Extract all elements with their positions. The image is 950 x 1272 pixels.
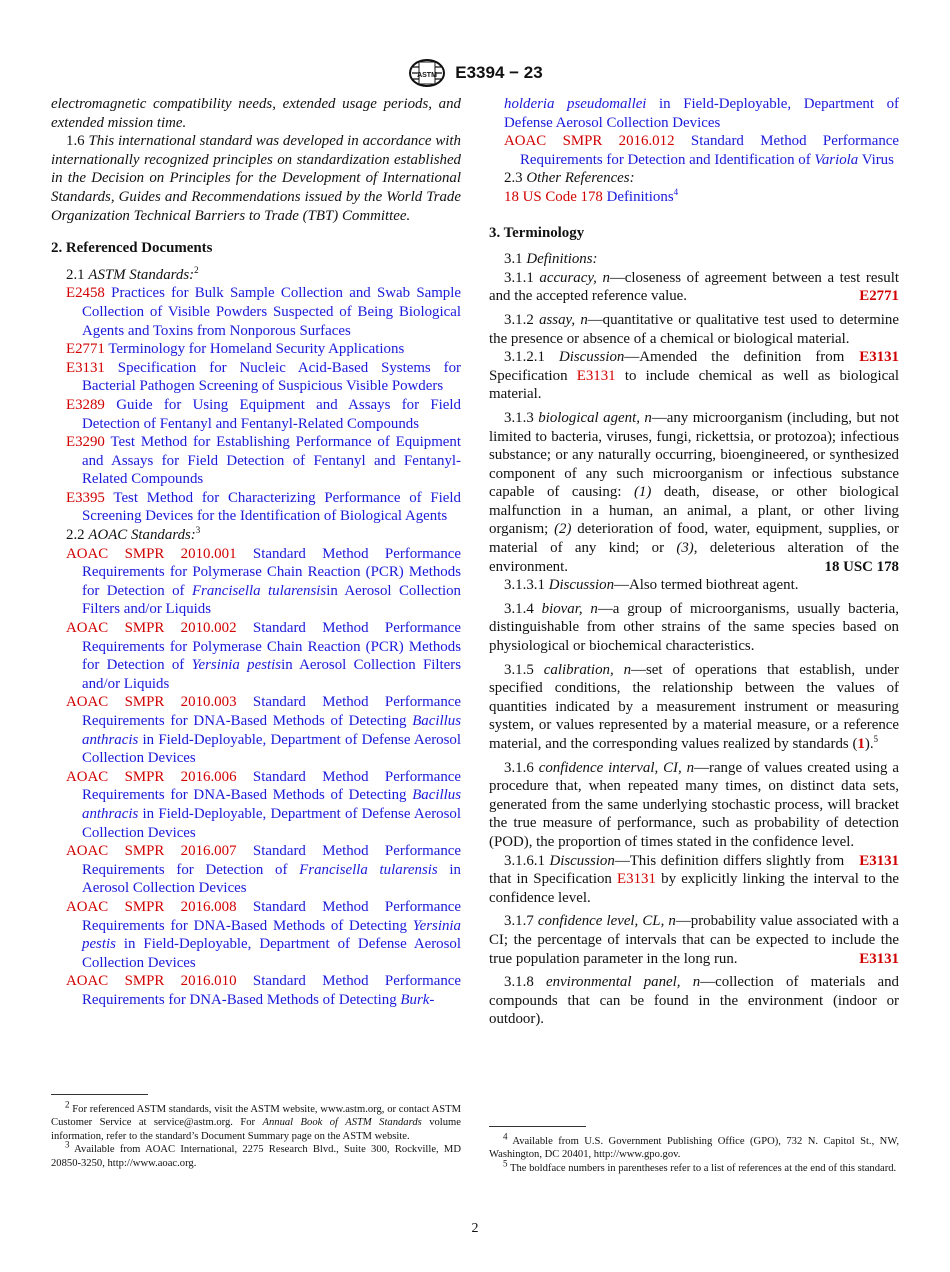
footnote-3: $^3$ Available from AOAC International, 2275 Research Blvd., Suite 300, Rockville, MD 20850-3250, http://www.aoac.org. [51,1139,461,1169]
term-confidence-level: 3.1.7 confidence level, CL, n—probability value associated with a CI; the percentage of intervals that can be expected to include the true population parameter in the long run. E3131 [489,913,899,967]
term-confidence-interval: 3.1.6 confidence interval, CI, n—range of values created using a procedure that, when repeated many times, on distinct data sets, generated from the same underlying stochastic process, will bracket the true measure of performance, such as probability of detection (POD), the proportion of times stated in the confidence level. E3131 [489,759,899,869]
reference-item[interactable]: AOAC SMPR 2016.006 Standard Method Performance Requirements for DNA-Based Methods of Detecting Bacillus anthracis in Field-Deployable, Department of Defense Aerosol Collection Devices [66,768,461,841]
footnote-2: $^2$ For referenced ASTM standards, visit the ASTM website, www.astm.org, or contact ASTM Customer Service at service@astm.org. For Annual Book of ASTM Standards volume information, refer to the standard’s Document Summary page on the ASTM website. [51,1099,461,1142]
reference-item[interactable]: AOAC SMPR 2016.010 Standard Method Performance Requirements for DNA-Based Methods of Detecting Burk- [66,973,461,1008]
footnote-5: $^5$ The boldface numbers in parentheses refer to a list of references at the end of this standard. [503,1158,897,1174]
discussion-3-1-2-1: 3.1.2.1 Discussion—Amended the definition from Specification E3131 to include chemical as well as biological material. [489,349,899,403]
astm-logo-icon [407,56,447,90]
paragraph-1-6: 1.6 This international standard was developed in accordance with internationally recognized principles on standardization established in the Decision on Principles for the Development of International Standards, Guides and Recommendations issued by the World Trade Organization Technical Barriers to Trade (TBT) Committee. [51,133,461,224]
term-calibration: 3.1.5 calibration, n—set of operations that establish, under specified conditions, the relationship between the values of quantities indicated by a measurement instrument or measuring system, or values represented by a material measure, or a reference material, and the corresponding values realized by standards (1).$^5$ [489,661,899,752]
inline-reference[interactable]: E3131 [576,367,616,384]
term-biovar: 3.1.4 biovar, n—a group of microorganisms, usually bacteria, distinguishable from other strains of the same species based on physiological or biochemical characteristics. [489,600,899,655]
term-citation[interactable]: E2771 [859,288,899,305]
reference-item[interactable]: E2771 Terminology for Homeland Security Applications [66,341,405,358]
page-number: 2 [471,1221,479,1236]
term-assay: 3.1.2 assay, n—quantitative or qualitative test used to determine the presence or absence of a chemical or biological material. E3131 [489,311,899,366]
reference-item[interactable]: AOAC SMPR 2016.008 Standard Method Performance Requirements for DNA-Based Methods of Detecting Yersinia pestis in Field-Deployable, Department of Defense Aerosol Collection Devices [66,898,461,971]
reference-item[interactable]: AOAC SMPR 2010.002 Standard Method Performance Requirements for Polymerase Chain Reaction (PCR) Methods for Detection of Yersinia pestisin Aerosol Collection Filters and/or Liquids [66,620,462,692]
term-citation[interactable]: E3131 [859,852,899,869]
subsection-2-3: 2.3 Other References: [504,170,635,187]
reference-item[interactable]: AOAC SMPR 2010.001 Standard Method Performance Requirements for Polymerase Chain Reaction (PCR) Methods for Detection of Francisella tularensisin Aerosol Collection Filters and/or Liquids [66,545,461,618]
footnote-4: $^4$ Available from U.S. Government Publishing Office (GPO), 732 N. Capitol St., NW, Washington, DC 20401, http://www.gpo.gov. [489,1131,899,1161]
right-column [489,95,899,1029]
paragraph-1-5-continued: electromagnetic compatibility needs, extended usage periods, and extended mission time. [51,96,461,131]
reference-item[interactable]: AOAC SMPR 2010.003 Standard Method Performance Requirements for DNA-Based Methods of Detecting Bacillus anthracis in Field-Deployable, Department of Defense Aerosol Collection Devices [66,694,461,767]
reference-item-continued[interactable]: holderia pseudomallei in Field-Deployable, Department of Defense Aerosol Collection Devices [504,96,899,131]
term-biological-agent: 3.1.3 biological agent, n—any microorganism (including, but not limited to bacteria, viruses, fungi, rickettsia, or protozoa); infectious substance; or any naturally occurring, bioengineered, or synthesized component of any such microorganism or infectious substance capable of causing: (1) death, disease, or other biological malfunction in a human, an animal, a plant, or other living organism; (2) deterioration of food, water, equipment, supplies, or material of any kind; or (3), deleterious alteration of the environment. 18 USC 178 [489,409,900,575]
bibliography-reference[interactable]: 1 [857,736,865,752]
discussion-3-1-3-1: 3.1.3.1 Discussion—Also termed biothreat agent. [504,577,799,594]
reference-item[interactable]: E3395 Test Method for Characterizing Performance of Field Screening Devices for the Identification of Biological Agents [66,489,461,525]
left-footnotes [51,1094,461,1170]
astm-reference-list [51,284,461,526]
left-column [51,95,461,1010]
reference-item[interactable]: 18 US Code 178 Definitions$^4$ [504,187,679,205]
reference-item[interactable]: AOAC SMPR 2016.012 Standard Method Performance Requirements for Detection and Identification of Variola Virus [504,133,899,168]
footnote-rule [51,1094,148,1095]
footnote-rule [489,1126,586,1127]
reference-item[interactable]: E3289 Guide for Using Equipment and Assays for Field Detection of Fentanyl and Fentanyl-Related Compounds [66,396,461,432]
reference-item[interactable]: E2458 Practices for Bulk Sample Collection and Swab Sample Collection of Visible Powders Suspected of Being Biological Agents and Toxins from Nonporous Surfaces [66,285,461,339]
subsection-3-1: 3.1 Definitions: [504,251,598,268]
right-footnotes [489,1126,899,1175]
reference-item[interactable]: E3290 Test Method for Establishing Performance of Equipment and Assays for Field Detection of Fentanyl and Fentanyl-Related Compounds [66,434,461,488]
discussion-3-1-6-1: 3.1.6.1 Discussion—This definition differs slightly from that in Specification E3131 by explicitly linking the interval to the confidence level. [489,852,900,906]
section-3-title: 3. Terminology [489,224,585,241]
inline-reference[interactable]: E3131 [617,871,656,888]
subsection-2-2: 2.2 AOAC Standards:$^3$ [66,525,201,544]
designation: E3394 − 23 [455,63,543,82]
page-header [0,56,950,90]
section-2-title: 2. Referenced Documents [51,240,213,257]
term-citation[interactable]: E3131 [859,349,899,366]
term-environmental-panel: 3.1.8 environmental panel, n—collection of materials and compounds that can be found in the environment (indoor or outdoor). [489,974,899,1028]
svg-text:ASTM: ASTM [417,72,438,79]
term-citation[interactable]: E3131 [859,950,899,967]
aoac-reference-list [51,545,461,1010]
term-accuracy: 3.1.1 accuracy, n—closeness of agreement between a test result and the accepted reference value. E2771 [489,269,899,305]
reference-item[interactable]: E3131 Specification for Nucleic Acid-Based Systems for Bacterial Pathogen Screening of Suspicious Visible Powders [66,359,461,395]
reference-item[interactable]: AOAC SMPR 2016.007 Standard Method Performance Requirements for Detection of Francisella tularensis in Aerosol Collection Devices [66,843,462,897]
term-citation: 18 USC 178 [824,558,899,575]
subsection-2-1: 2.1 ASTM Standards:$^2$ [66,264,199,283]
